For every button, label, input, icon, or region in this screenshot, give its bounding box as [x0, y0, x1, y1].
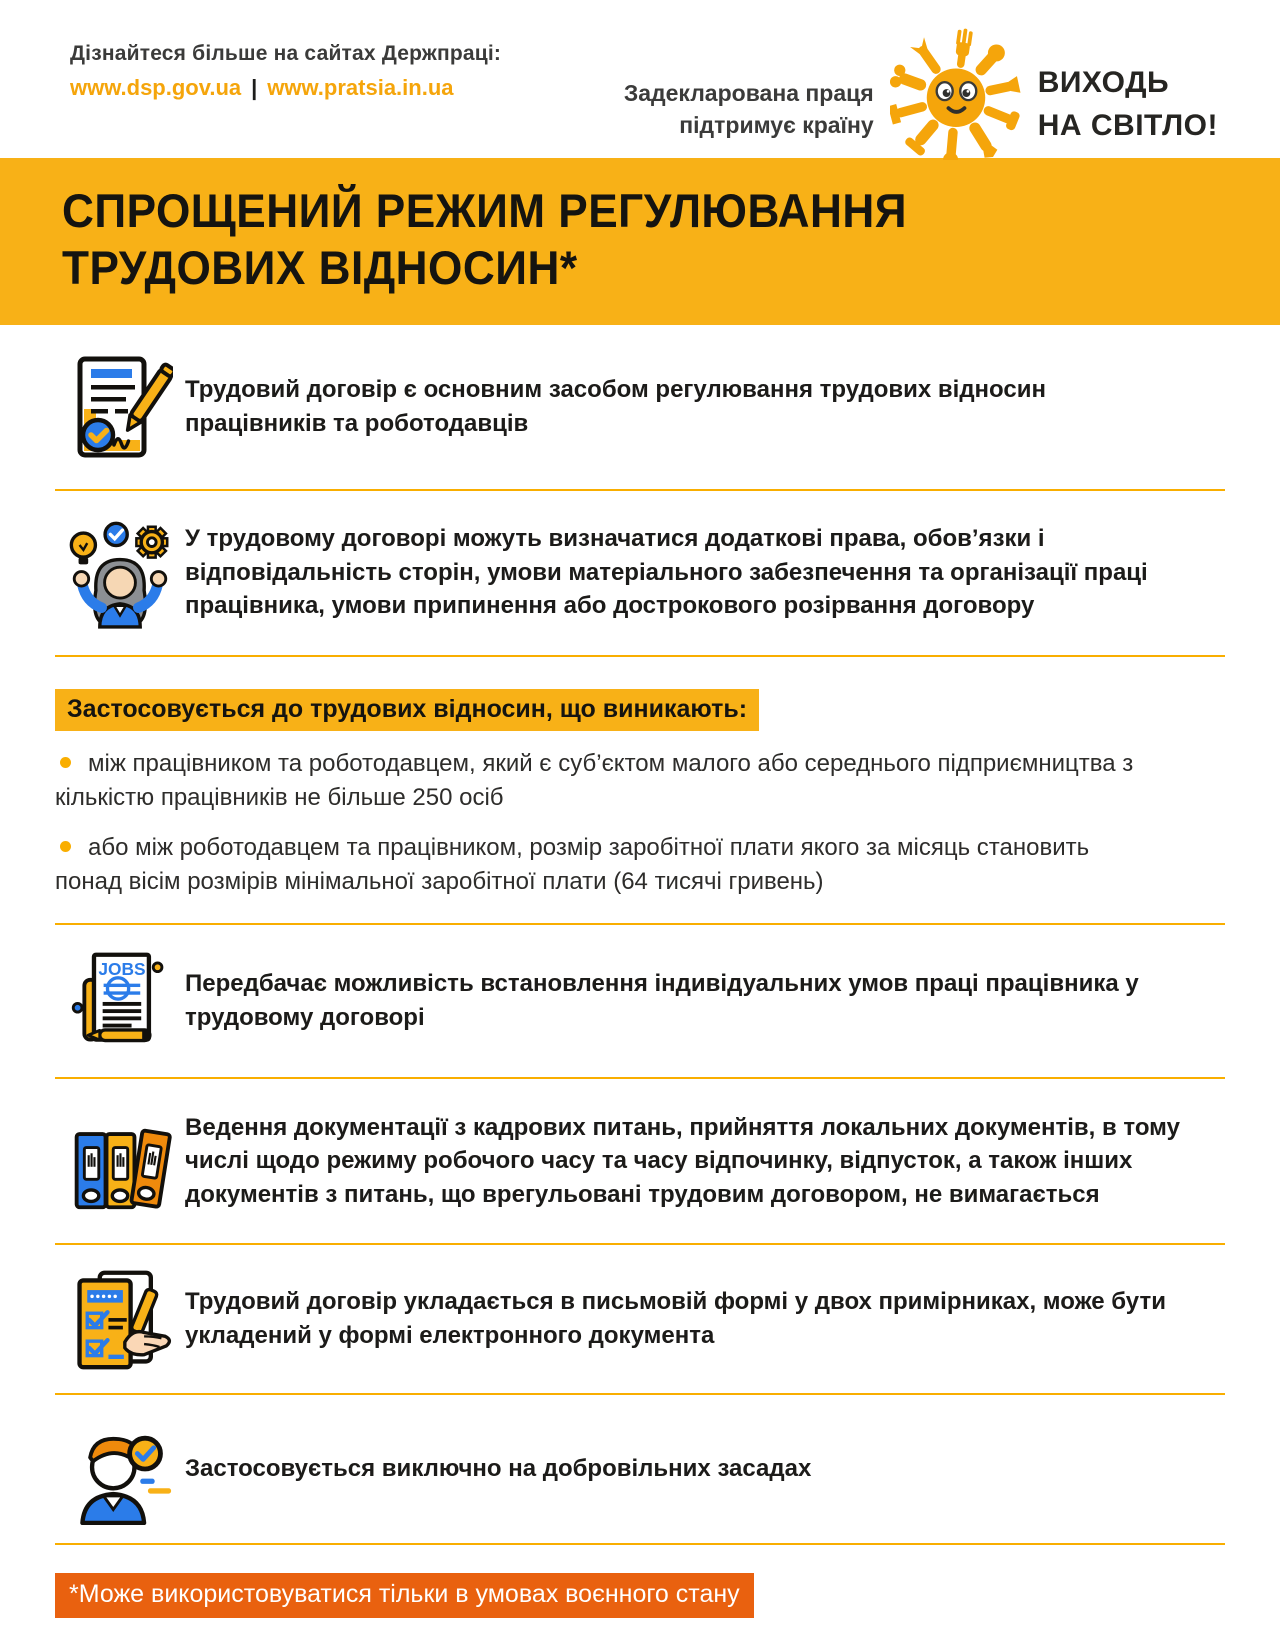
section-text: Трудовий договір є основним засобом регулювання трудових відносин працівників та роботодавців	[185, 376, 1046, 437]
jobs-newspaper-icon	[55, 945, 185, 1057]
sun-with-tools-icon	[890, 28, 1022, 166]
section-text: Передбачає можливість встановлення індивідуальних умов праці працівника у трудовому договорі	[185, 970, 1139, 1031]
brand-text: ВИХОДЬ НА СВІТЛО!	[1037, 65, 1218, 142]
binders-icon	[55, 1105, 185, 1217]
section-individual-terms	[55, 945, 1225, 1057]
bullet-item: між працівником та роботодавцем, який є суб’єктом малого або середнього підприємництва з кількістю працівників не більше 250 осіб	[55, 749, 1134, 811]
section-contract-terms	[55, 517, 1225, 629]
checklist-signing-icon	[55, 1263, 185, 1375]
bullet-dot	[60, 757, 71, 768]
links-separator: |	[251, 75, 258, 100]
campaign-logo-block	[624, 28, 1218, 166]
link-dsp-gov-ua[interactable]: www.dsp.gov.ua	[70, 75, 242, 100]
employee-ideas-icon	[55, 517, 185, 629]
section-written-form	[55, 1263, 1225, 1375]
section-text: Трудовий договір укладається в письмовій формі у двох примірниках, може бути укладений у формі електронного документа	[185, 1288, 1166, 1349]
highlight-heading-row	[55, 657, 1225, 731]
divider	[55, 923, 1225, 925]
voluntary-person-icon	[55, 1413, 185, 1525]
page-header	[0, 0, 1280, 158]
link-pratsia-in-ua[interactable]: www.pratsia.in.ua	[267, 75, 454, 100]
divider	[55, 489, 1225, 491]
bullets-block	[55, 747, 1225, 899]
campaign-slogan: Задекларована праця підтримує країну	[623, 79, 874, 138]
page-title-line1: СПРОЩЕНИЙ РЕЖИМ РЕГУЛЮВАННЯ	[62, 184, 908, 237]
page-title-line2: ТРУДОВИХ ВІДНОСИН*	[62, 241, 578, 295]
title-banner	[0, 158, 1280, 325]
section-voluntary	[55, 1413, 1225, 1525]
divider	[55, 1243, 1225, 1245]
footnote-row	[55, 1545, 1225, 1618]
svg-text:JOBS: JOBS	[98, 958, 146, 979]
section-no-hr-docs	[55, 1105, 1225, 1217]
find-out-more-label: Дізнайтеся більше на сайтах Держпраці:	[70, 42, 502, 65]
divider	[55, 1077, 1225, 1079]
contract-pen-icon	[55, 351, 185, 463]
footnote-banner: *Може використовуватися тільки в умовах воєнного стану	[55, 1573, 754, 1618]
bullet-item: або між роботодавцем та працівником, розмір заробітної плати якого за місяць становить понад вісім розмірів мінімальної заробітної плати (64 тисячі гривень)	[55, 833, 1090, 895]
section-contract	[55, 351, 1225, 463]
header-sites-block	[70, 42, 501, 101]
section-text: Ведення документації з кадрових питань, прийняття локальних документів, в тому числі щодо режиму робочого часу та часу відпочинку, відпусток, а також інших документів з питань, що врегульовані трудовим договором, не вимагається	[185, 1113, 1180, 1208]
site-links	[70, 75, 501, 101]
content	[0, 351, 1280, 1618]
divider	[55, 1393, 1225, 1395]
section-text: Застосовується виключно на добровільних засадах	[185, 1455, 812, 1483]
section-text: У трудовому договорі можуть визначатися додаткові права, обов’язки і відповідальність сторін, умови матеріального забезпечення та організації праці працівника, умови припинення або дострокового розірвання договору	[185, 525, 1148, 620]
bullet-dot	[60, 841, 71, 852]
highlight-heading: Застосовується до трудових відносин, що виникають:	[55, 689, 759, 731]
